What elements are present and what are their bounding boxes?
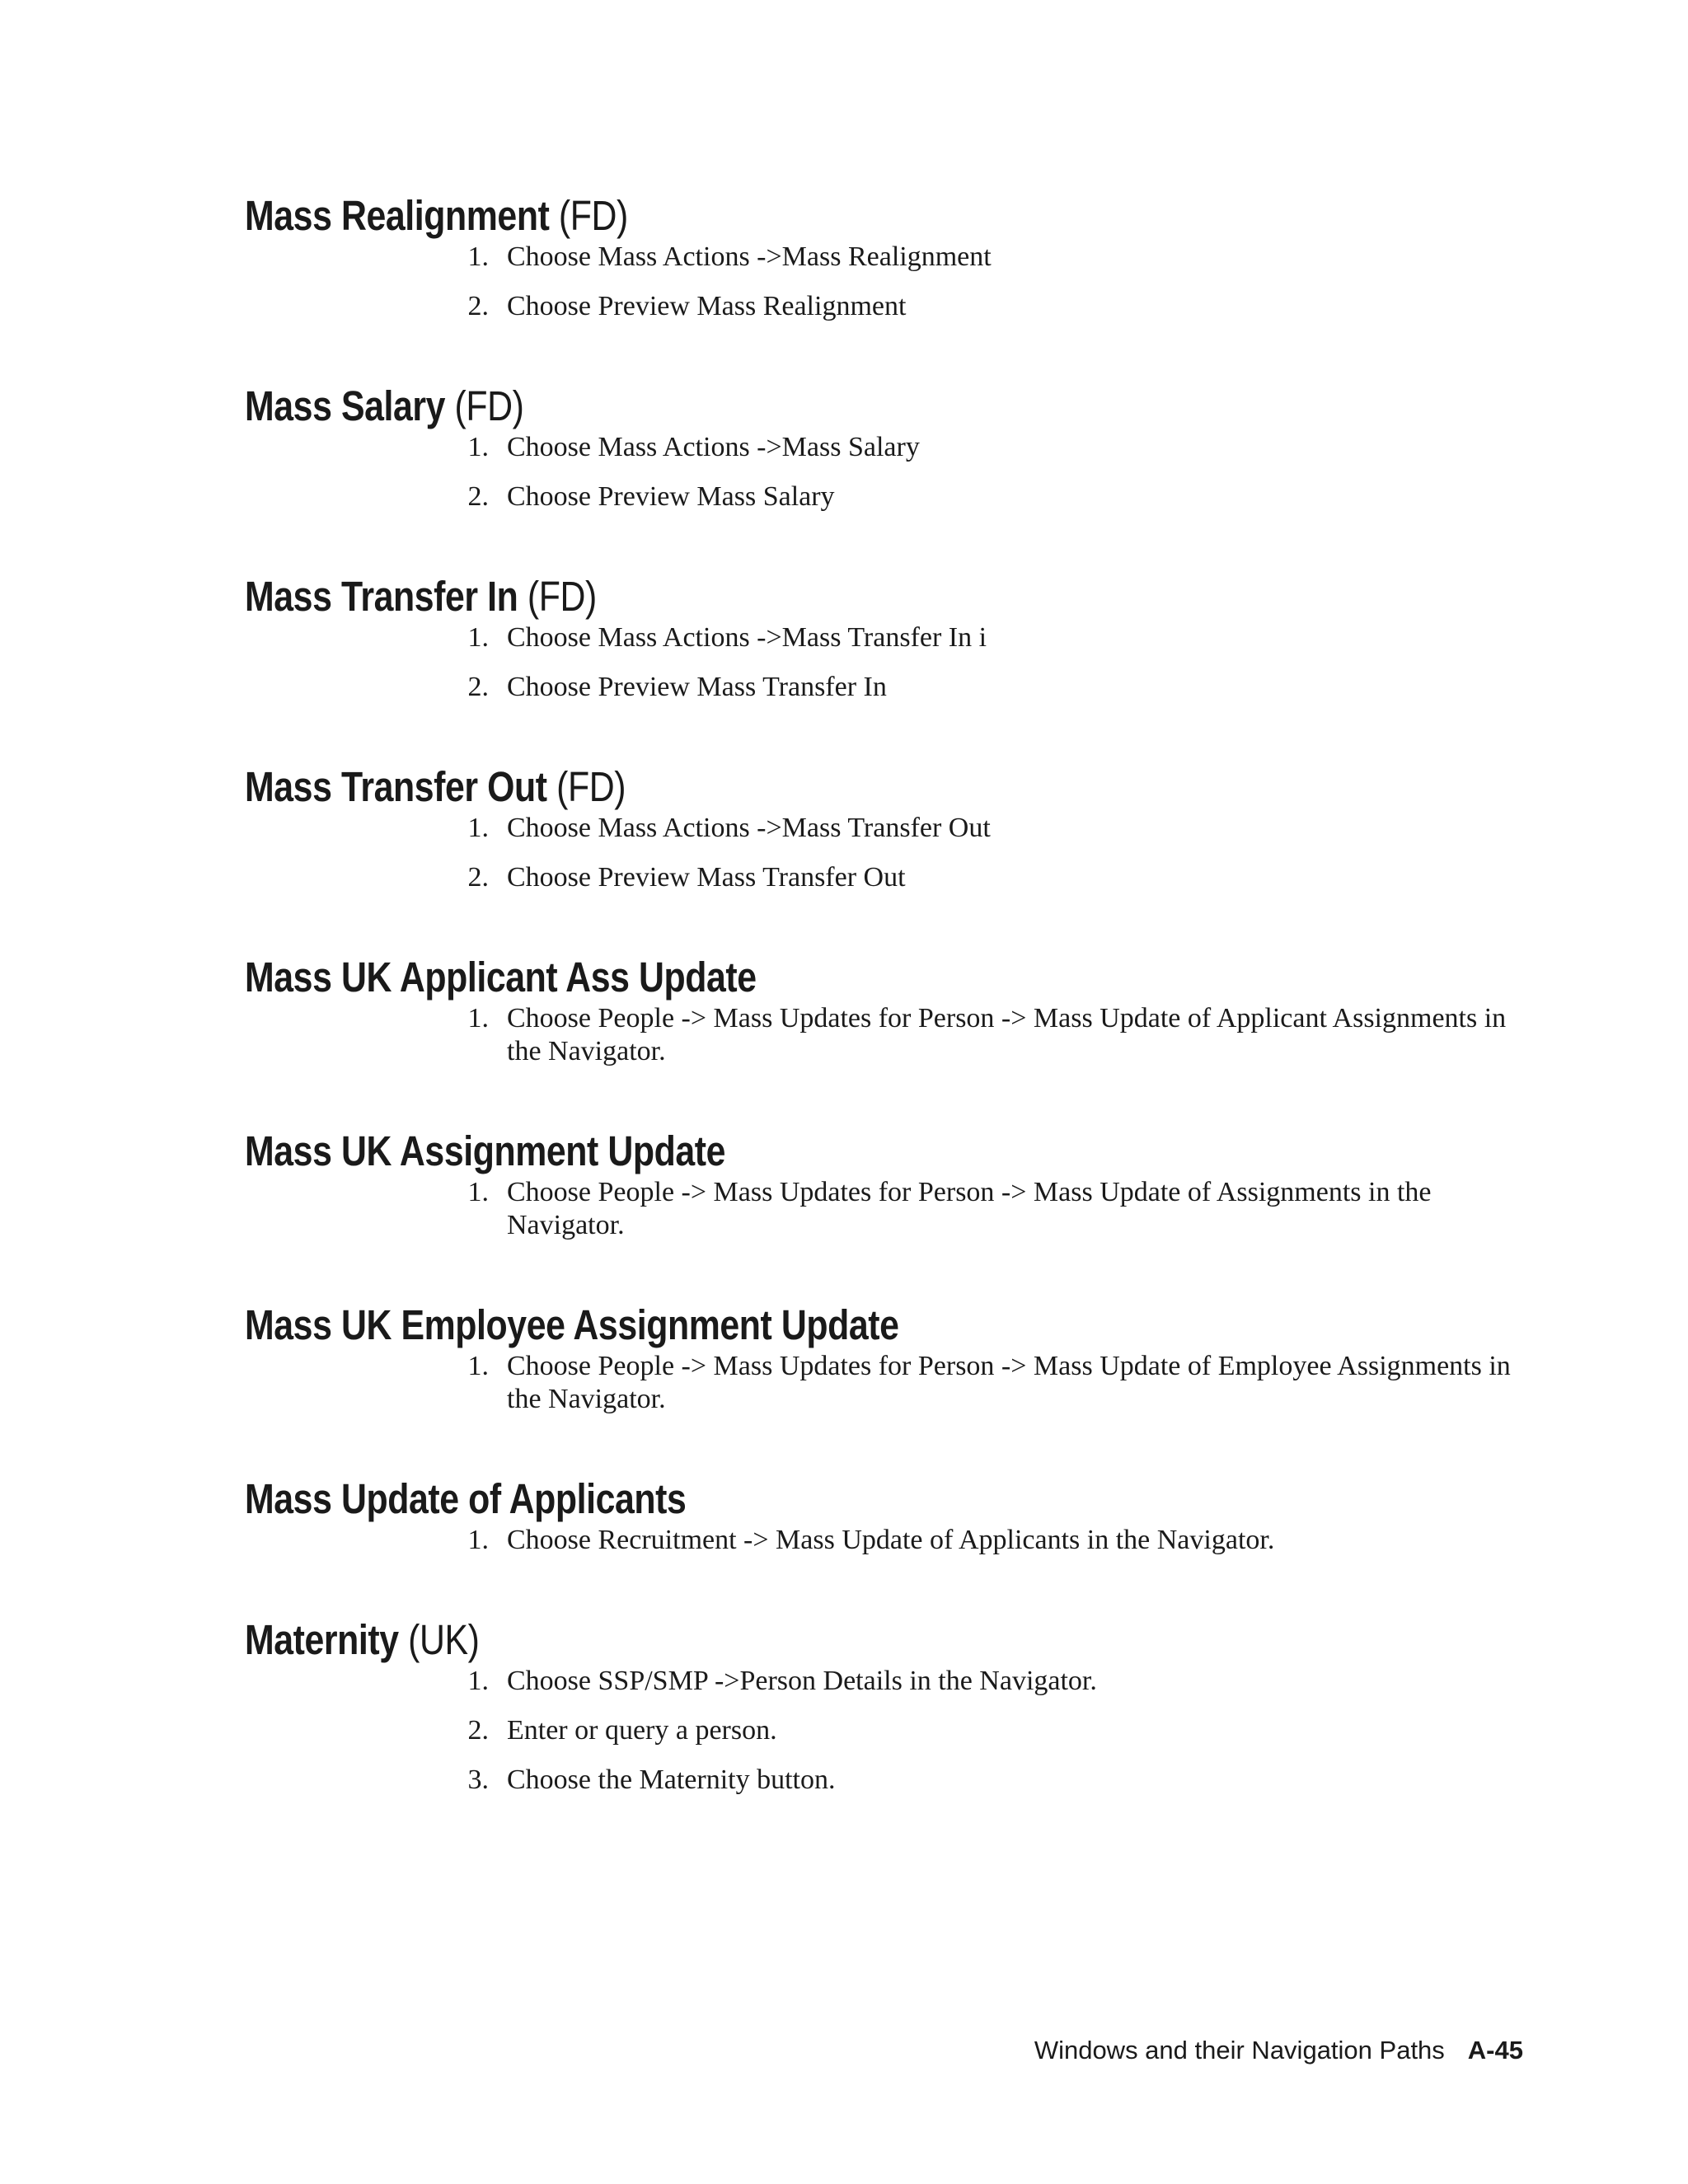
page-number: A-45 xyxy=(1467,2036,1523,2064)
section-mass-transfer-in xyxy=(245,572,1531,704)
section-heading xyxy=(245,382,1325,431)
step-number: 1. xyxy=(467,1666,489,1696)
step-item xyxy=(245,290,1531,323)
section-heading xyxy=(245,191,1325,241)
step-number: 2. xyxy=(467,672,489,702)
step-number: 2. xyxy=(467,862,489,893)
step-item xyxy=(245,1176,1531,1242)
section-heading xyxy=(245,953,1325,1002)
section-title: Mass UK Employee Assignment Update xyxy=(245,1301,899,1348)
step-text: Choose Mass Actions ->Mass Salary xyxy=(507,432,920,462)
step-item xyxy=(245,621,1531,654)
section-title: Mass Transfer In xyxy=(245,573,518,620)
step-text: Choose Mass Actions ->Mass Realignment xyxy=(507,241,992,272)
step-item xyxy=(245,1714,1531,1747)
step-item xyxy=(245,241,1531,274)
section-heading xyxy=(245,1474,1325,1524)
steps-list xyxy=(245,812,1531,894)
section-mass-update-of-applicants xyxy=(245,1474,1531,1557)
section-title: Mass UK Applicant Ass Update xyxy=(245,954,757,1001)
steps-list xyxy=(245,241,1531,323)
footer-label: Windows and their Navigation Paths xyxy=(1034,2036,1445,2064)
step-item xyxy=(245,1524,1531,1557)
step-item xyxy=(245,812,1531,845)
step-text: Enter or query a person. xyxy=(507,1715,777,1746)
section-qualifier: (FD) xyxy=(556,763,626,810)
step-text: Choose Preview Mass Realignment xyxy=(507,291,907,321)
step-number: 1. xyxy=(467,1525,489,1555)
step-number: 2. xyxy=(467,481,489,512)
section-qualifier: (FD) xyxy=(454,382,524,429)
steps-list xyxy=(245,1665,1531,1797)
step-number: 1. xyxy=(467,1003,489,1033)
steps-list xyxy=(245,431,1531,513)
step-number: 1. xyxy=(467,241,489,272)
step-number: 1. xyxy=(467,813,489,843)
section-qualifier: (UK) xyxy=(408,1616,480,1663)
step-number: 3. xyxy=(467,1765,489,1795)
step-number: 2. xyxy=(467,1715,489,1746)
step-text: Choose People -> Mass Updates for Person -> Mass Update of Employee Assignments in the Navigator. xyxy=(507,1351,1511,1414)
section-title: Mass Transfer Out xyxy=(245,763,547,810)
step-text: Choose the Maternity button. xyxy=(507,1765,836,1795)
section-title: Mass Salary xyxy=(245,382,446,429)
steps-list xyxy=(245,621,1531,704)
section-heading xyxy=(245,1615,1325,1665)
step-number: 1. xyxy=(467,1351,489,1381)
step-text: Choose Mass Actions ->Mass Transfer Out xyxy=(507,813,991,843)
step-text: Choose People -> Mass Updates for Person -> Mass Update of Applicant Assignments in the Navigator. xyxy=(507,1003,1507,1066)
step-number: 2. xyxy=(467,291,489,321)
step-item xyxy=(245,861,1531,894)
step-text: Choose Preview Mass Transfer In xyxy=(507,672,887,702)
step-text: Choose Preview Mass Salary xyxy=(507,481,835,512)
section-mass-uk-employee-assignment-update xyxy=(245,1301,1531,1416)
step-number: 1. xyxy=(467,432,489,462)
step-text: Choose SSP/SMP ->Person Details in the Navigator. xyxy=(507,1666,1097,1696)
section-qualifier: (FD) xyxy=(558,192,628,239)
section-heading xyxy=(245,1301,1325,1350)
step-item xyxy=(245,1002,1531,1068)
step-number: 1. xyxy=(467,1177,489,1207)
section-heading xyxy=(245,762,1325,812)
section-title: Maternity xyxy=(245,1616,399,1663)
step-item xyxy=(245,671,1531,704)
steps-list xyxy=(245,1524,1531,1557)
step-item xyxy=(245,480,1531,513)
section-mass-uk-applicant-ass-update xyxy=(245,953,1531,1068)
step-text: Choose Mass Actions ->Mass Transfer In i xyxy=(507,622,987,653)
step-text: Choose People -> Mass Updates for Person -> Mass Update of Assignments in the Navigator. xyxy=(507,1177,1432,1240)
section-heading xyxy=(245,572,1325,621)
step-number: 1. xyxy=(467,622,489,653)
section-mass-uk-assignment-update xyxy=(245,1127,1531,1242)
step-item xyxy=(245,1350,1531,1416)
section-mass-salary xyxy=(245,382,1531,513)
section-heading xyxy=(245,1127,1325,1176)
step-item xyxy=(245,1764,1531,1797)
section-mass-transfer-out xyxy=(245,762,1531,894)
step-text: Choose Preview Mass Transfer Out xyxy=(507,862,906,893)
section-title: Mass UK Assignment Update xyxy=(245,1127,726,1174)
section-title: Mass Update of Applicants xyxy=(245,1475,687,1522)
step-item xyxy=(245,1665,1531,1698)
section-maternity xyxy=(245,1615,1531,1797)
section-qualifier: (FD) xyxy=(527,573,597,620)
page-footer xyxy=(1034,2036,1523,2065)
section-title: Mass Realignment xyxy=(245,192,550,239)
section-mass-realignment xyxy=(245,191,1531,323)
steps-list xyxy=(245,1350,1531,1416)
step-text: Choose Recruitment -> Mass Update of Applicants in the Navigator. xyxy=(507,1525,1275,1555)
step-item xyxy=(245,431,1531,464)
steps-list xyxy=(245,1002,1531,1068)
steps-list xyxy=(245,1176,1531,1242)
